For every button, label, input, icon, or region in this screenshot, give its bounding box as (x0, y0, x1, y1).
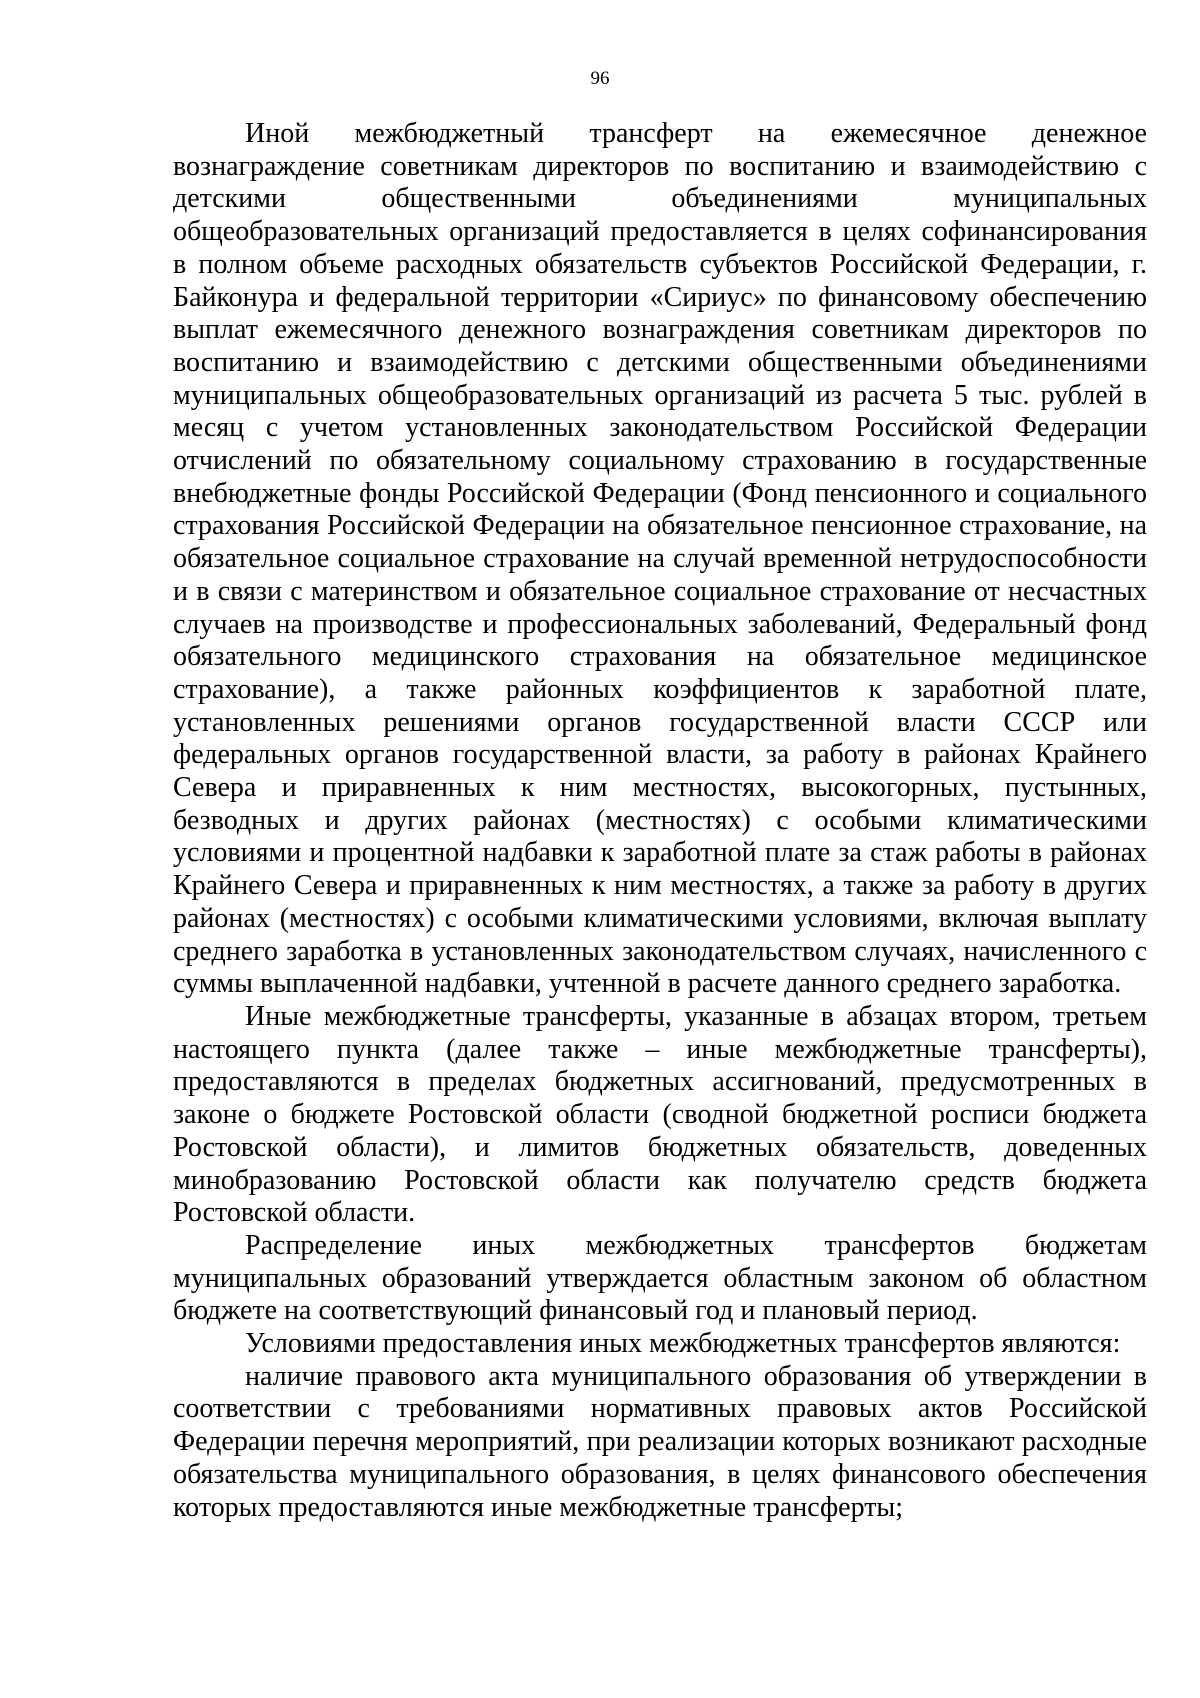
paragraph-conditions-heading: Условиями предоставления иных межбюджетных трансфертов являются: (245, 1328, 1121, 1360)
page-number: 96 (590, 68, 610, 89)
paragraph-transfer-description: Иной межбюджетный трансферт на ежемесячное денежное вознаграждение советникам директоров по воспитанию и взаимодействию с детскими общественными объединениями муниципальных общеобразовательных организаций предоставляется в целях софинансирования в полном объеме расходных обязательств субъектов Российской Федерации, г. Байконура и федеральной территории «Сириус» по финансовому обеспечению выплат ежемесячного денежного вознаграждения советникам директоров по воспитанию и взаимодействию с детскими общественными объединениями муниципальных общеобразовательных организаций из расчета 5 тыс. рублей в месяц с учетом установленных законодательством Российской Федерации отчислений по обязательному социальному страхованию в государственные внебюджетные фонды Российской Федерации (Фонд пенсионного и социального страхования Российской Федерации на обязательное пенсионное страхование, на обязательное социальное страхование на случай временной нетрудоспособности и в связи с материнством и обязательное социальное страхование от несчастных случаев на производстве и профессиональных заболеваний, Федеральный фонд обязательного медицинского страхования на обязательное медицинское страхование), а также районных коэффициентов к заработной плате, установленных решениями органов государственной власти СССР или федеральных органов государственной власти, за работу в районах Крайнего Севера и приравненных к ним местностях, высокогорных, пустынных, безводных и других районах (местностях) с особыми климатическими условиями и процентной надбавки к заработной плате за стаж работы в районах Крайнего Севера и приравненных к ним местностях, а также за работу в других районах (местностях) с особыми климатическими условиями, включая выплату среднего заработка в установленных законодательством случаях, начисленного с суммы выплаченной надбавки, учтенной в расчете данного среднего заработка. (173, 118, 1147, 1000)
paragraph-transfer-distribution: Распределение иных межбюджетных трансфертов бюджетам муниципальных образований утверждается областным законом об областном бюджете на соответствующий финансовый год и плановый период. (173, 1229, 1147, 1327)
paragraph-condition-legal-act: наличие правового акта муниципального образования об утверждении в соответствии с требованиями нормативных правовых актов Российской Федерации перечня мероприятий, при реализации которых возникают расходные обязательства муниципального образования, в целях финансового обеспечения которых предоставляются иные межбюджетные трансферты; (173, 1360, 1147, 1523)
document-body (173, 118, 1147, 1524)
paragraph-transfer-limits: Иные межбюджетные трансферты, указанные в абзацах втором, третьем настоящего пункта (далее также – иные межбюджетные трансферты), предоставляются в пределах бюджетных ассигнований, предусмотренных в законе о бюджете Ростовской области (сводной бюджетной росписи бюджета Ростовской области), и лимитов бюджетных обязательств, доведенных минобразованию Ростовской области как получателю средств бюджета Ростовской области. (173, 1000, 1147, 1229)
